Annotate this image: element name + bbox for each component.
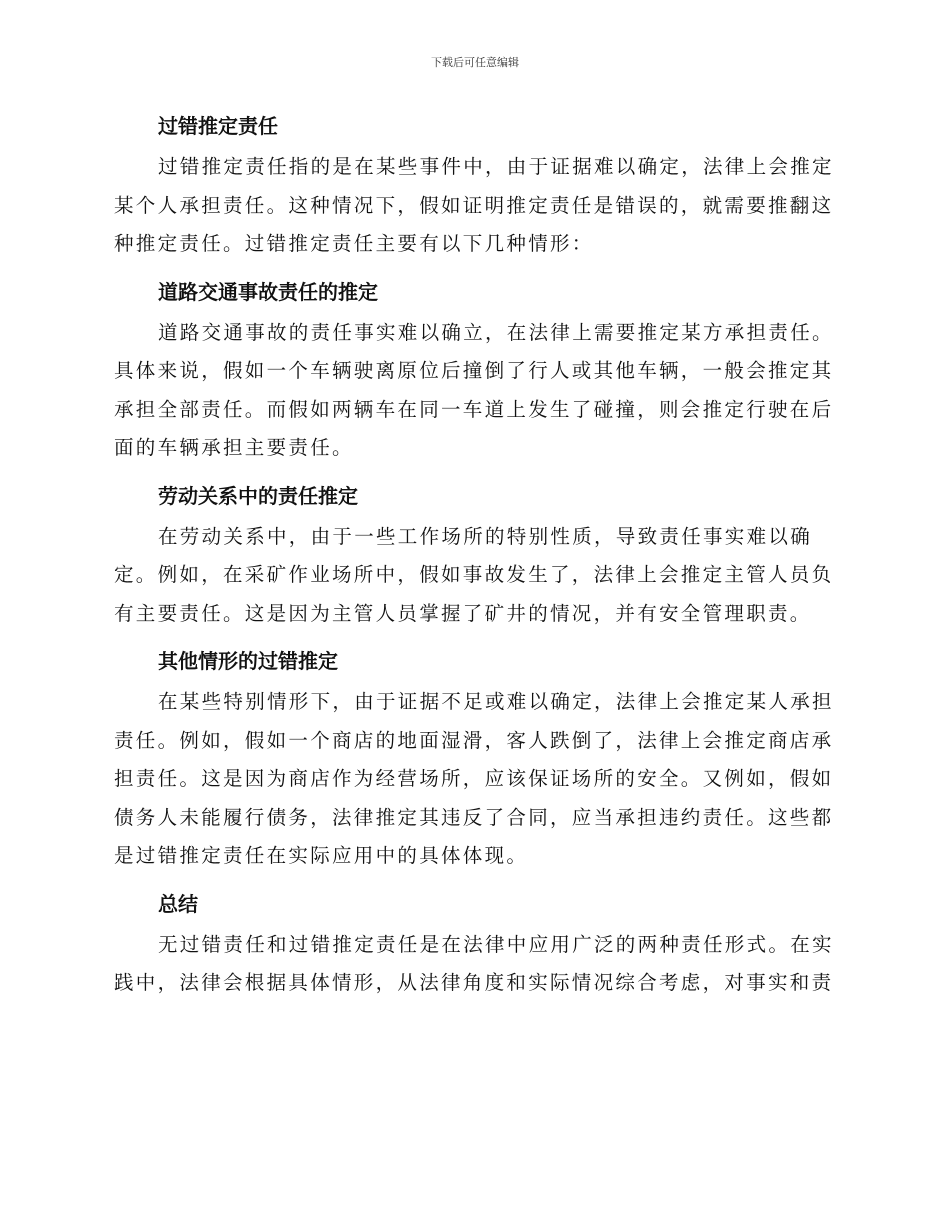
section-other-cases [114,639,834,876]
section-summary [114,882,834,1003]
section-paragraph: 在劳动关系中，由于一些工作场所的特别性质，导致责任事实难以确定。例如，在采矿作业场所中，假如事故发生了，法律上会推定主管人员负有主要责任。这是因为主管人员掌握了矿井的情况，并有安全管理职责。 [114,524,834,625]
section-heading: 道路交通事故责任的推定 [158,279,378,304]
header-note: 下载后可任意编辑 [431,56,519,69]
section-heading: 劳动关系中的责任推定 [158,483,358,508]
document-body [114,104,834,1005]
section-paragraph: 在某些特别情形下，由于证据不足或难以确定，法律上会推定某人承担责任。例如，假如一个商店的地面湿滑，客人跌倒了，法律上会推定商店承担责任。这是因为商店作为经营场所，应该保证场所的安全。又例如，假如债务人未能履行债务，法律推定其违反了合同，应当承担违约责任。这些都是过错推定责任在实际应用中的具体体现。 [114,690,834,867]
section-heading: 总结 [158,891,198,916]
section-paragraph: 道路交通事故的责任事实难以确立，在法律上需要推定某方承担责任。具体来说，假如一个车辆驶离原位后撞倒了行人或其他车辆，一般会推定其承担全部责任。而假如两辆车在同一车道上发生了碰撞，则会推定行驶在后面的车辆承担主要责任。 [114,320,834,459]
section-paragraph: 过错推定责任指的是在某些事件中，由于证据难以确定，法律上会推定某个人承担责任。这种情况下，假如证明推定责任是错误的，就需要推翻这种推定责任。过错推定责任主要有以下几种情形： [114,155,834,255]
section-paragraph: 无过错责任和过错推定责任是在法律中应用广泛的两种责任形式。在实践中，法律会根据具体情形，从法律角度和实际情况综合考虑，对事实和责 [114,932,834,994]
section-heading: 其他情形的过错推定 [158,649,338,673]
section-heading: 过错推定责任 [158,114,278,138]
section-labor-relations [114,474,834,634]
section-traffic-accident [114,270,834,468]
section-fault-presumption [114,104,834,264]
